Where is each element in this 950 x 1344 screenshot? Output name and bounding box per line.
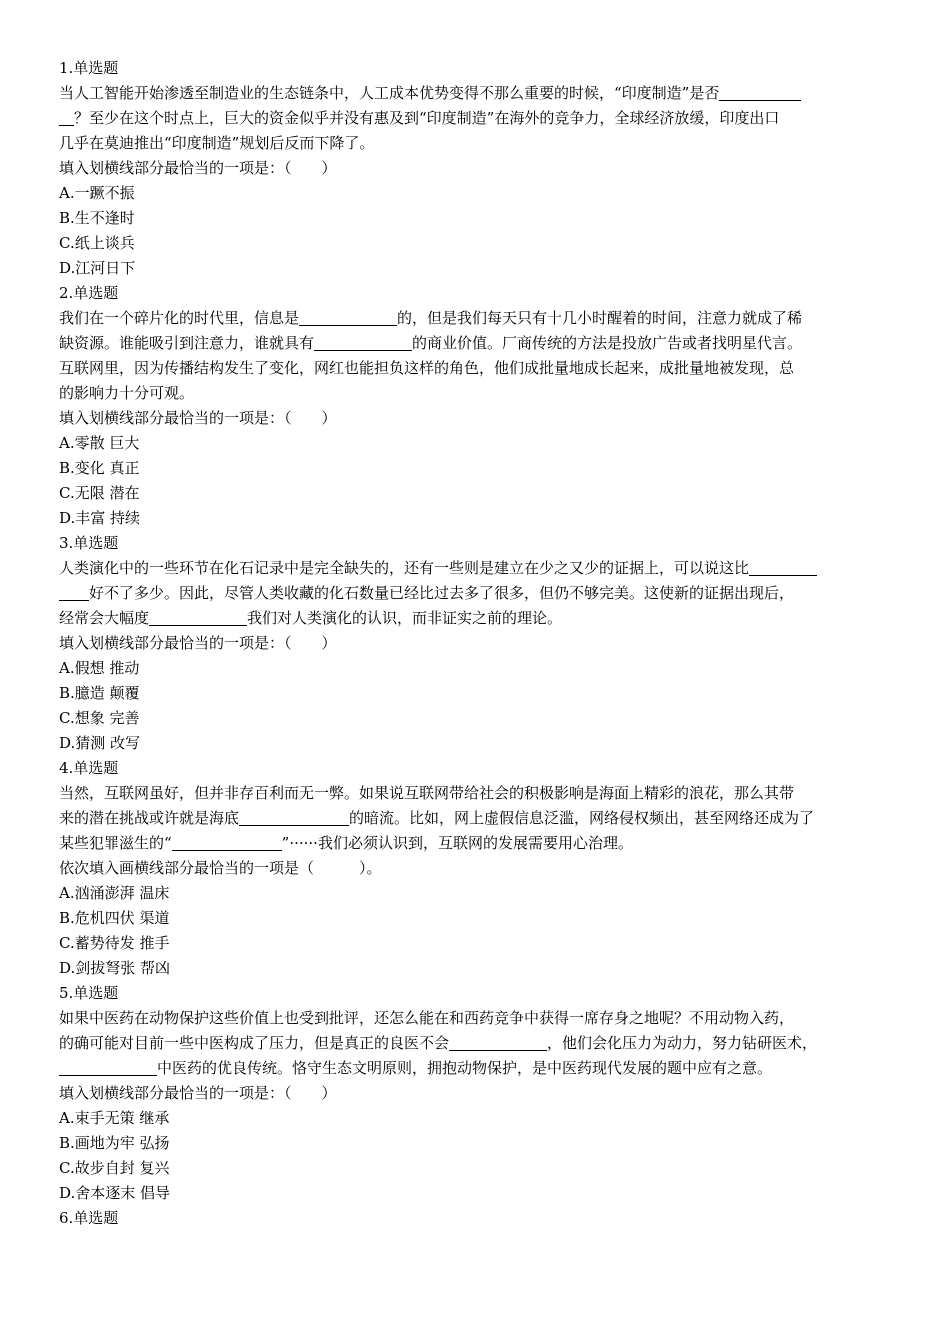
question-header: 2.单选题 <box>59 284 119 302</box>
question-stem-line: 当人工智能开始渗透至制造业的生态链条中，人工成本优势变得不那么重要的时候，“印度制造”是否 <box>59 81 895 106</box>
question-prompt: 填入划横线部分最恰当的一项是：（ ） <box>59 409 337 427</box>
answer-blank <box>449 1033 547 1051</box>
question-1 <box>59 56 895 281</box>
exam-page <box>59 56 895 1231</box>
question-stem-line: 人类演化中的一些环节在化石记录中是完全缺失的，还有一些则是建立在少之又少的证据上，可以说这比 <box>59 556 895 581</box>
answer-blank <box>59 1058 157 1076</box>
option-a[interactable]: A.假想 推动 <box>59 659 140 677</box>
question-2 <box>59 281 895 531</box>
question-header: 1.单选题 <box>59 59 119 77</box>
question-header: 3.单选题 <box>59 534 119 552</box>
question-stem-line: 中医药的优良传统。恪守生态文明原则，拥抱动物保护，是中医药现代发展的题中应有之意。 <box>59 1056 895 1081</box>
question-stem-line: 我们在一个碎片化的时代里，信息是 的，但是我们每天只有十几小时醒着的时间，注意力就成了稀 <box>59 309 803 327</box>
option-a[interactable]: A.零散 巨大 <box>59 434 140 452</box>
option-b[interactable]: B.臆造 颠覆 <box>59 684 140 702</box>
answer-blank <box>719 83 801 101</box>
question-4 <box>59 756 895 981</box>
question-5 <box>59 981 895 1206</box>
option-d[interactable]: D.舍本逐末 倡导 <box>59 1184 171 1202</box>
answer-blank <box>314 333 412 351</box>
option-d[interactable]: D.猜测 改写 <box>59 734 141 752</box>
question-header: 4.单选题 <box>59 759 119 777</box>
answer-blank <box>239 808 349 826</box>
question-header: 6.单选题 <box>59 1209 119 1227</box>
option-a[interactable]: A.一蹶不振 <box>59 184 135 202</box>
option-c[interactable]: C.故步自封 复兴 <box>59 1159 170 1177</box>
question-stem-line: 好不了多少。因此，尽管人类收藏的化石数量已经比过去多了很多，但仍不够完美。这使新的证据出现后， <box>59 581 895 606</box>
option-a[interactable]: A.汹涌澎湃 温床 <box>59 884 170 902</box>
answer-blank <box>59 108 74 126</box>
answer-blank <box>299 308 397 326</box>
question-stem-line: 如果中医药在动物保护这些价值上也受到批评，还怎么能在和西药竞争中获得一席存身之地呢？不用动物入药， <box>59 1009 795 1027</box>
question-stem-line: 某些犯罪滋生的“ ”······我们必须认识到，互联网的发展需要用心治理。 <box>59 834 633 852</box>
question-3 <box>59 531 895 756</box>
question-stem-line: 的确可能对目前一些中医构成了压力，但是真正的良医不会 ，他们会化压力为动力，努力钻研医术， <box>59 1034 818 1052</box>
answer-blank <box>59 583 89 601</box>
option-c[interactable]: C.纸上谈兵 <box>59 234 135 252</box>
question-prompt: 填入划横线部分最恰当的一项是：（ ） <box>59 634 337 652</box>
option-b[interactable]: B.画地为牢 弘扬 <box>59 1134 170 1152</box>
question-prompt: 填入划横线部分最恰当的一项是：（ ） <box>59 159 337 177</box>
option-b[interactable]: B.生不逢时 <box>59 209 135 227</box>
answer-blank <box>149 608 247 626</box>
question-stem-line: 几乎在莫迪推出“印度制造”规划后反而下降了。 <box>59 134 375 152</box>
answer-blank <box>749 558 817 576</box>
option-a[interactable]: A.束手无策 继承 <box>59 1109 170 1127</box>
option-d[interactable]: D.剑拔弩张 帮凶 <box>59 959 171 977</box>
question-stem-line: 经常会大幅度 我们对人类演化的认识，而非证实之前的理论。 <box>59 609 563 627</box>
option-c[interactable]: C.蓄势待发 推手 <box>59 934 170 952</box>
option-c[interactable]: C.想象 完善 <box>59 709 140 727</box>
question-stem-line: 当然，互联网虽好，但并非存百利而无一弊。如果说互联网带给社会的积极影响是海面上精彩的浪花，那么其带 <box>59 784 795 802</box>
option-d[interactable]: D.丰富 持续 <box>59 509 141 527</box>
option-b[interactable]: B.变化 真正 <box>59 459 140 477</box>
question-stem-line: 来的潜在挑战或许就是海底 的暗流。比如，网上虚假信息泛滥，网络侵权频出，甚至网络还成为了 <box>59 809 815 827</box>
question-stem-line: 互联网里，因为传播结构发生了变化，网红也能担负这样的角色，他们成批量地成长起来，成批量地被发现，总 <box>59 359 795 377</box>
option-c[interactable]: C.无限 潜在 <box>59 484 140 502</box>
option-d[interactable]: D.江河日下 <box>59 259 136 277</box>
question-6 <box>59 1206 895 1231</box>
question-stem-line: 缺资源。谁能吸引到注意力，谁就具有 的商业价值。厂商传统的方法是投放广告或者找明星代言。 <box>59 334 803 352</box>
question-prompt: 依次填入画横线部分最恰当的一项是（ ）。 <box>59 859 382 877</box>
question-stem-line: ？至少在这个时点上，巨大的资金似乎并没有惠及到“印度制造”在海外的竞争力，全球经济放缓，印度出口 <box>59 106 895 131</box>
question-prompt: 填入划横线部分最恰当的一项是：（ ） <box>59 1084 337 1102</box>
question-header: 5.单选题 <box>59 984 119 1002</box>
question-stem-line: 的影响力十分可观。 <box>59 384 195 402</box>
option-b[interactable]: B.危机四伏 渠道 <box>59 909 170 927</box>
answer-blank <box>172 833 282 851</box>
